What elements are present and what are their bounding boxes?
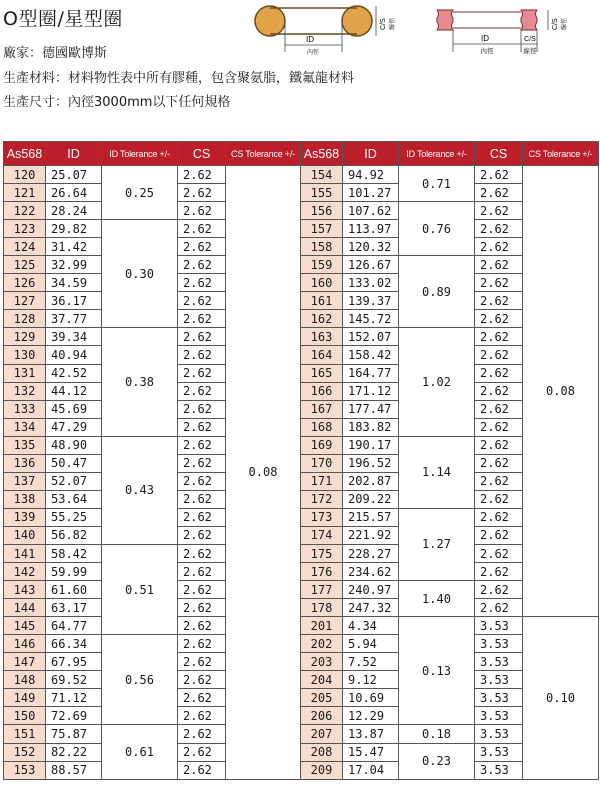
cs-cell: 2.62 (475, 364, 523, 382)
cs-cell: 2.62 (178, 166, 226, 184)
cs-cell: 3.53 (475, 635, 523, 653)
table-body (4, 166, 599, 780)
cs-cell: 2.62 (475, 599, 523, 617)
id-cell: 72.69 (46, 707, 102, 725)
id-tolerance-cell: 0.18 (399, 725, 475, 743)
cs-cell: 3.53 (475, 725, 523, 743)
table-row (4, 617, 599, 635)
cs-cell: 2.62 (475, 292, 523, 310)
as568-cell: 207 (301, 725, 343, 743)
id-cell: 58.42 (46, 544, 102, 562)
col-header-as568: As568 (301, 142, 343, 166)
star-cs-vert-sub: 線徑 (561, 17, 568, 30)
id-cell: 196.52 (343, 454, 399, 472)
table-row (4, 256, 599, 274)
id-tolerance-cell: 0.25 (102, 166, 178, 220)
cs-cell: 2.62 (178, 599, 226, 617)
as568-cell: 151 (4, 725, 46, 743)
as568-cell: 133 (4, 400, 46, 418)
table-row (4, 635, 599, 653)
table-row (4, 725, 599, 743)
col-header-cs: CS (178, 142, 226, 166)
id-tolerance-cell: 0.43 (102, 436, 178, 544)
table-row (4, 382, 599, 400)
as568-cell: 156 (301, 202, 343, 220)
id-cell: 177.47 (343, 400, 399, 418)
cs-cell: 2.62 (475, 328, 523, 346)
table-row (4, 490, 599, 508)
id-tolerance-cell: 1.02 (399, 328, 475, 436)
cs-cell: 2.62 (178, 689, 226, 707)
cs-cell: 3.53 (475, 707, 523, 725)
cs-cell: 2.62 (178, 256, 226, 274)
cs-cell: 2.62 (178, 454, 226, 472)
cs-cell: 2.62 (475, 220, 523, 238)
as568-cell: 161 (301, 292, 343, 310)
oring-diagram (255, 6, 396, 56)
table-row (4, 202, 599, 220)
as568-cell: 143 (4, 581, 46, 599)
id-cell: 37.77 (46, 310, 102, 328)
id-cell: 13.87 (343, 725, 399, 743)
as568-cell: 155 (301, 184, 343, 202)
cs-cell: 2.62 (178, 635, 226, 653)
as568-cell: 142 (4, 563, 46, 581)
table-row (4, 653, 599, 671)
as568-cell: 157 (301, 220, 343, 238)
cs-cell: 2.62 (178, 761, 226, 779)
as568-cell: 208 (301, 743, 343, 761)
id-cell: 190.17 (343, 436, 399, 454)
id-cell: 4.34 (343, 617, 399, 635)
id-cell: 164.77 (343, 364, 399, 382)
id-cell: 5.94 (343, 635, 399, 653)
cs-cell: 2.62 (475, 382, 523, 400)
id-cell: 12.29 (343, 707, 399, 725)
id-tolerance-cell: 0.30 (102, 220, 178, 328)
id-cell: 234.62 (343, 563, 399, 581)
as568-cell: 121 (4, 184, 46, 202)
id-cell: 66.34 (46, 635, 102, 653)
id-cell: 120.32 (343, 238, 399, 256)
id-cell: 39.34 (46, 328, 102, 346)
as568-cell: 206 (301, 707, 343, 725)
size-info: 生產尺寸：內徑3000mm以下任何規格 (3, 95, 231, 110)
id-cell: 228.27 (343, 544, 399, 562)
id-cell: 28.24 (46, 202, 102, 220)
id-cell: 34.59 (46, 274, 102, 292)
id-cell: 42.52 (46, 364, 102, 382)
cs-cell: 3.53 (475, 743, 523, 761)
cs-cell: 2.62 (178, 274, 226, 292)
as568-cell: 163 (301, 328, 343, 346)
id-cell: 50.47 (46, 454, 102, 472)
as568-cell: 129 (4, 328, 46, 346)
as568-cell: 202 (301, 635, 343, 653)
cs-cell: 2.62 (178, 544, 226, 562)
table-row (4, 671, 599, 689)
as568-cell: 165 (301, 364, 343, 382)
as568-cell: 140 (4, 526, 46, 544)
cs-cell: 2.62 (475, 436, 523, 454)
table-row (4, 526, 599, 544)
star-ring-diagram (437, 10, 568, 55)
cs-cell: 2.62 (178, 310, 226, 328)
id-cell: 126.67 (343, 256, 399, 274)
id-cell: 113.97 (343, 220, 399, 238)
id-tolerance-cell: 0.71 (399, 166, 475, 202)
star-id-sub: 內徑 (480, 47, 494, 55)
col-header-id: ID (46, 142, 102, 166)
id-cell: 48.90 (46, 436, 102, 454)
cs-cell: 2.62 (178, 508, 226, 526)
as568-cell: 150 (4, 707, 46, 725)
as568-cell: 125 (4, 256, 46, 274)
col-header-id-tolerance: ID Tolerance +/- (102, 142, 178, 166)
cs-cell: 2.62 (178, 526, 226, 544)
as568-cell: 130 (4, 346, 46, 364)
cs-cell: 2.62 (178, 184, 226, 202)
star-cs-sub: 線徑 (523, 47, 537, 55)
cs-tolerance-cell: 0.08 (226, 166, 301, 780)
as568-cell: 134 (4, 418, 46, 436)
cs-cell: 2.62 (178, 653, 226, 671)
id-cell: 7.52 (343, 653, 399, 671)
star-cs-vert-label: C/S (552, 18, 559, 30)
id-cell: 139.37 (343, 292, 399, 310)
id-tolerance-cell: 1.40 (399, 581, 475, 617)
table-row (4, 743, 599, 761)
as568-cell: 201 (301, 617, 343, 635)
as568-cell: 128 (4, 310, 46, 328)
as568-cell: 147 (4, 653, 46, 671)
as568-cell: 209 (301, 761, 343, 779)
as568-cell: 126 (4, 274, 46, 292)
id-cell: 221.92 (343, 526, 399, 544)
cs-cell: 2.62 (178, 581, 226, 599)
id-cell: 107.62 (343, 202, 399, 220)
as568-cell: 178 (301, 599, 343, 617)
cs-cell: 2.62 (475, 526, 523, 544)
as568-cell: 152 (4, 743, 46, 761)
cs-cell: 2.62 (178, 238, 226, 256)
id-cell: 29.82 (46, 220, 102, 238)
id-cell: 63.17 (46, 599, 102, 617)
id-cell: 71.12 (46, 689, 102, 707)
id-cell: 101.27 (343, 184, 399, 202)
as568-cell: 122 (4, 202, 46, 220)
star-section-right (521, 10, 537, 30)
table-row (4, 184, 599, 202)
col-header-id: ID (343, 142, 399, 166)
table-row (4, 599, 599, 617)
id-cell: 202.87 (343, 472, 399, 490)
material-info: 生產材料：材料物性表中所有膠種，包含聚氨脂，鐵氟龍材料 (3, 71, 355, 86)
id-tolerance-cell: 0.13 (399, 617, 475, 725)
id-tolerance-cell: 1.27 (399, 508, 475, 580)
as568-cell: 203 (301, 653, 343, 671)
id-tolerance-cell: 0.38 (102, 328, 178, 436)
as568-cell: 120 (4, 166, 46, 184)
cs-cell: 2.62 (475, 544, 523, 562)
as568-cell: 166 (301, 382, 343, 400)
table-row (4, 328, 599, 346)
table-row (4, 238, 599, 256)
as568-cell: 127 (4, 292, 46, 310)
as568-cell: 172 (301, 490, 343, 508)
cs-cell: 2.62 (178, 490, 226, 508)
oring-section-left (255, 6, 285, 36)
cs-cell: 2.62 (475, 184, 523, 202)
id-cell: 36.17 (46, 292, 102, 310)
table-row (4, 581, 599, 599)
star-section-left (437, 10, 453, 30)
id-cell: 133.02 (343, 274, 399, 292)
as568-cell: 153 (4, 761, 46, 779)
table-row (4, 310, 599, 328)
cs-cell: 3.53 (475, 653, 523, 671)
cs-cell: 3.53 (475, 689, 523, 707)
cs-cell: 2.62 (475, 346, 523, 364)
table-row (4, 689, 599, 707)
table-row (4, 563, 599, 581)
id-cell: 209.22 (343, 490, 399, 508)
cs-cell: 2.62 (178, 400, 226, 418)
cs-cell: 2.62 (178, 671, 226, 689)
as568-cell: 148 (4, 671, 46, 689)
cs-cell: 2.62 (178, 743, 226, 761)
as568-cell: 204 (301, 671, 343, 689)
cs-cell: 2.62 (475, 581, 523, 599)
cs-cell: 2.62 (475, 490, 523, 508)
as568-cell: 176 (301, 563, 343, 581)
table-row (4, 454, 599, 472)
table-row (4, 707, 599, 725)
id-tolerance-cell: 0.89 (399, 256, 475, 328)
col-header-cs-tolerance: CS Tolerance +/- (523, 142, 599, 166)
as568-cell: 144 (4, 599, 46, 617)
as568-cell: 164 (301, 346, 343, 364)
as568-cell: 160 (301, 274, 343, 292)
id-cell: 145.72 (343, 310, 399, 328)
cs-cell: 2.62 (178, 220, 226, 238)
id-cell: 183.82 (343, 418, 399, 436)
table-row (4, 166, 599, 184)
oring-cs-sub: 線徑 (389, 17, 396, 30)
as568-cell: 146 (4, 635, 46, 653)
id-cell: 26.64 (46, 184, 102, 202)
as568-cell: 141 (4, 544, 46, 562)
cs-cell: 3.53 (475, 617, 523, 635)
table-row (4, 544, 599, 562)
as568-cell: 162 (301, 310, 343, 328)
cs-cell: 3.53 (475, 671, 523, 689)
cs-cell: 2.62 (475, 256, 523, 274)
id-tolerance-cell: 0.56 (102, 635, 178, 725)
id-cell: 171.12 (343, 382, 399, 400)
col-header-id-tolerance: ID Tolerance +/- (399, 142, 475, 166)
as568-cell: 136 (4, 454, 46, 472)
id-cell: 247.32 (343, 599, 399, 617)
table-row (4, 418, 599, 436)
id-cell: 47.29 (46, 418, 102, 436)
oring-id-sub: 內徑 (306, 49, 320, 56)
id-cell: 44.12 (46, 382, 102, 400)
star-id-label: ID (481, 34, 489, 43)
cs-cell: 2.62 (475, 310, 523, 328)
table-row (4, 761, 599, 779)
cs-cell: 2.62 (178, 346, 226, 364)
cs-cell: 2.62 (178, 617, 226, 635)
id-cell: 94.92 (343, 166, 399, 184)
cs-cell: 2.62 (178, 292, 226, 310)
cs-cell: 2.62 (178, 725, 226, 743)
table-row (4, 346, 599, 364)
id-cell: 32.99 (46, 256, 102, 274)
as568-cell: 174 (301, 526, 343, 544)
as568-cell: 171 (301, 472, 343, 490)
cs-cell: 2.62 (475, 508, 523, 526)
cs-cell: 2.62 (178, 364, 226, 382)
cs-cell: 2.62 (178, 563, 226, 581)
id-cell: 52.07 (46, 472, 102, 490)
table-row (4, 400, 599, 418)
cs-cell: 2.62 (178, 436, 226, 454)
cs-tolerance-cell: 0.10 (523, 617, 599, 779)
id-cell: 64.77 (46, 617, 102, 635)
table-header-row (4, 142, 599, 166)
id-tolerance-cell: 1.14 (399, 436, 475, 508)
maker-info: 廠家：德國歐博斯 (3, 46, 108, 61)
cs-cell: 2.62 (475, 238, 523, 256)
cs-cell: 2.62 (475, 418, 523, 436)
cs-tolerance-cell: 0.08 (523, 166, 599, 617)
as568-cell: 135 (4, 436, 46, 454)
table-row (4, 274, 599, 292)
id-cell: 67.95 (46, 653, 102, 671)
id-tolerance-cell: 0.61 (102, 725, 178, 779)
cs-cell: 2.62 (178, 328, 226, 346)
as568-cell: 173 (301, 508, 343, 526)
as568-cell: 167 (301, 400, 343, 418)
id-cell: 10.69 (343, 689, 399, 707)
table-row (4, 364, 599, 382)
id-cell: 45.69 (46, 400, 102, 418)
cs-cell: 2.62 (475, 166, 523, 184)
as568-cell: 123 (4, 220, 46, 238)
table-row (4, 508, 599, 526)
as568-cell: 149 (4, 689, 46, 707)
id-cell: 158.42 (343, 346, 399, 364)
as568-cell: 159 (301, 256, 343, 274)
cs-cell: 2.62 (475, 274, 523, 292)
page-title: O型圈/星型圈 (3, 8, 123, 30)
as568-cell: 145 (4, 617, 46, 635)
table-row (4, 292, 599, 310)
col-header-cs: CS (475, 142, 523, 166)
id-cell: 40.94 (46, 346, 102, 364)
table-row (4, 472, 599, 490)
as568-cell: 138 (4, 490, 46, 508)
id-tolerance-cell: 0.76 (399, 202, 475, 256)
col-header-cs-tolerance: CS Tolerance +/- (226, 142, 301, 166)
id-cell: 152.07 (343, 328, 399, 346)
as568-cell: 139 (4, 508, 46, 526)
as568-cell: 154 (301, 166, 343, 184)
oring-section-right (342, 6, 372, 36)
id-cell: 31.42 (46, 238, 102, 256)
id-cell: 82.22 (46, 743, 102, 761)
cs-cell: 2.62 (475, 400, 523, 418)
as568-cell: 137 (4, 472, 46, 490)
cs-cell: 2.62 (178, 202, 226, 220)
star-cs-label: C/S (524, 36, 536, 43)
as568-cell: 169 (301, 436, 343, 454)
as568-cell: 124 (4, 238, 46, 256)
as568-cell: 131 (4, 364, 46, 382)
id-tolerance-cell: 0.51 (102, 544, 178, 634)
id-cell: 53.64 (46, 490, 102, 508)
id-cell: 15.47 (343, 743, 399, 761)
cs-cell: 2.62 (178, 418, 226, 436)
oring-cs-label: C/S (380, 18, 387, 30)
id-cell: 75.87 (46, 725, 102, 743)
id-cell: 59.99 (46, 563, 102, 581)
id-cell: 9.12 (343, 671, 399, 689)
oring-id-label: ID (306, 35, 314, 44)
id-tolerance-cell: 0.23 (399, 743, 475, 779)
cs-cell: 2.62 (475, 472, 523, 490)
as568-cell: 170 (301, 454, 343, 472)
as568-cell: 168 (301, 418, 343, 436)
col-header-as568: As568 (4, 142, 46, 166)
id-cell: 215.57 (343, 508, 399, 526)
cs-cell: 2.62 (475, 454, 523, 472)
id-cell: 56.82 (46, 526, 102, 544)
as568-cell: 158 (301, 238, 343, 256)
id-cell: 240.97 (343, 581, 399, 599)
id-cell: 69.52 (46, 671, 102, 689)
as568-cell: 132 (4, 382, 46, 400)
id-cell: 88.57 (46, 761, 102, 779)
table-row (4, 436, 599, 454)
oring-size-table (3, 141, 599, 780)
cs-cell: 2.62 (475, 202, 523, 220)
id-cell: 25.07 (46, 166, 102, 184)
id-cell: 61.60 (46, 581, 102, 599)
cs-cell: 3.53 (475, 761, 523, 779)
cs-cell: 2.62 (475, 563, 523, 581)
as568-cell: 205 (301, 689, 343, 707)
cs-cell: 2.62 (178, 472, 226, 490)
as568-cell: 175 (301, 544, 343, 562)
table-row (4, 220, 599, 238)
as568-cell: 177 (301, 581, 343, 599)
cs-cell: 2.62 (178, 382, 226, 400)
id-cell: 17.04 (343, 761, 399, 779)
id-cell: 55.25 (46, 508, 102, 526)
cs-cell: 2.62 (178, 707, 226, 725)
